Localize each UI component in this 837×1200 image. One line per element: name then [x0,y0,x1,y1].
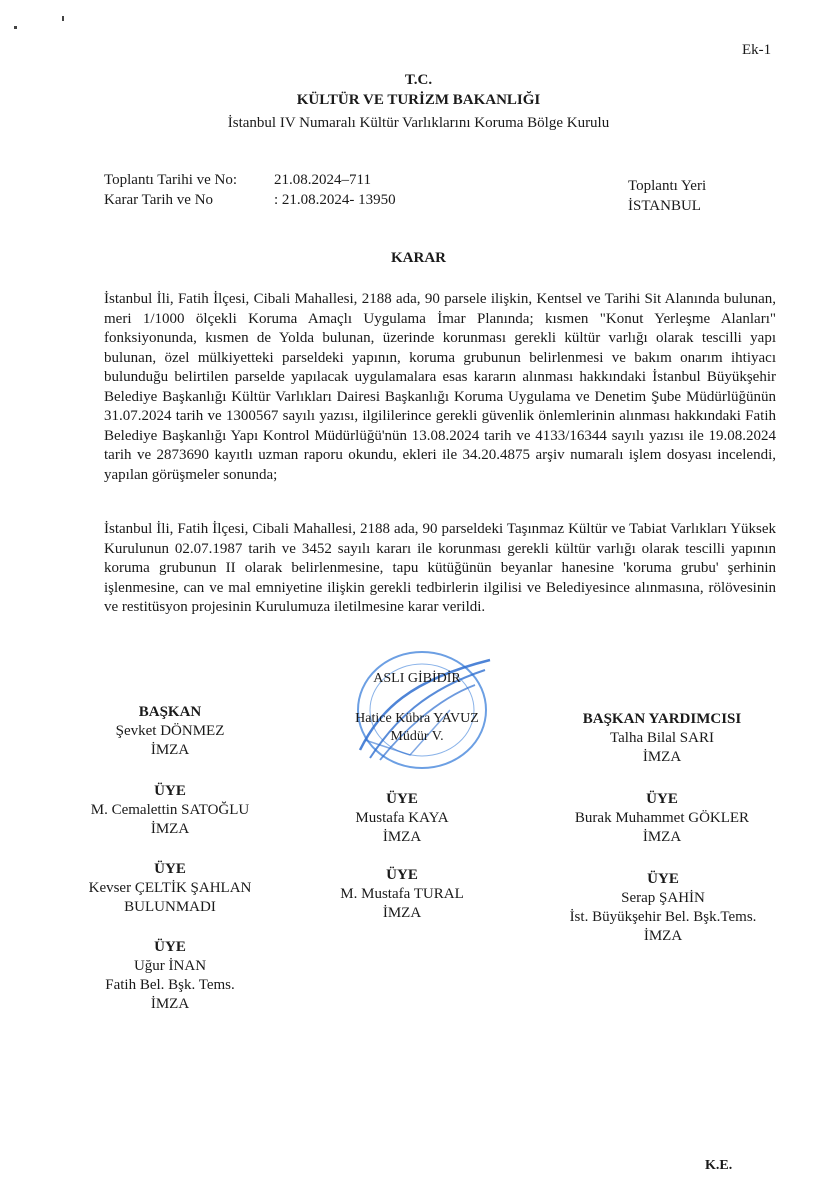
decision-date-value: : 21.08.2024- 13950 [274,192,396,208]
signature-status: İMZA [150,821,190,837]
meeting-date-value: 21.08.2024–711 [274,172,371,188]
certification-name: Hatice Kübra YAVUZ [355,711,479,726]
signature-status: İMZA [643,928,683,944]
certification-text: ASLI GİBİDİR [373,671,461,686]
signature-baskan [60,703,280,760]
signature-status: İMZA [642,749,682,765]
decision-title: KARAR [391,250,446,266]
signature-role: BAŞKAN [138,704,202,720]
signature-name: M. Cemalettin SATOĞLU [90,802,250,818]
decision-date-label: Karar Tarih ve No [104,192,214,208]
signature-name: Şevket DÖNMEZ [115,723,225,739]
footer-initials: K.E. [705,1158,733,1173]
annex-label: Ek-1 [742,42,772,58]
signature-uye-inan [60,938,280,1014]
paragraph-1: İstanbul İli, Fatih İlçesi, Cibali Mahallesi, 2188 ada, 90 parsele ilişkin, Kentsel ve Tarihi Sit Alanında bulunan, meri 1/1000 ölçekli Koruma Amaçlı Uygulama İmar Planında; kısmen "Konut Yerleşme Alanları" fonksiyonunda, kısmen de Yolda bulunan, üzerinde korunması gerekli kültür varlığı olarak tescilli yapı bulunan, özel mülkiyetteki parseldeki yapının, koruma grubunun belirlenmesi ve bakım onarım ihtiyacı bulunduğu belirtilen parselde yapılacak uygulamalara esas kararın alınması hakkındaki İstanbul Büyükşehir Belediye Başkanlığı Kültür Varlıkları Dairesi Başkanlığı Koruma Uygulama ve Denetim Şube Müdürlüğünün 31.07.2024 tarih ve 1300567 sayılı yazısı, ilgililerince gerekli güvenlik önlemlerinin alınması hakkındaki Fatih Belediye Başkanlığı Yapı Kontrol Müdürlüğü'nün 13.08.2024 tarih ve 4133/16344 sayılı yazısı ile 19.08.2024 tarih ve 2873690 kayıtlı uzman raporu okundu, ekleri ile 34.20.4875 arşiv numaralı işlem dosyası incelendi, yapılan görüşmeler sonunda; [104,291,776,483]
signature-role: ÜYE [386,867,418,883]
signature-extra: İst. Büyükşehir Bel. Bşk.Tems. [569,909,757,925]
meeting-date-label: Toplantı Tarihi ve No: [104,172,238,188]
signature-name: M. Mustafa TURAL [340,886,464,902]
scan-mark [14,26,17,29]
signature-name: Burak Muhammet GÖKLER [574,810,750,826]
signature-name: Kevser ÇELTİK ŞAHLAN [88,880,252,896]
signature-status: İMZA [642,829,682,845]
signature-status: İMZA [150,742,190,758]
scan-mark [62,16,64,21]
header-ministry: KÜLTÜR VE TURİZM BAKANLIĞI [296,92,541,108]
signature-role: ÜYE [386,791,418,807]
meeting-info [104,170,396,210]
signature-status: BULUNMADI [124,899,216,915]
paragraph-2: İstanbul İli, Fatih İlçesi, Cibali Mahallesi, 2188 ada, 90 parseldeki Taşınmaz Kültür ve Tabiat Varlıkları Yüksek Kurulunun 02.07.1987 tarih ve 3452 sayılı kararı ile korunması gerekli kültür varlığı olarak tescilli yapının koruma grubunun II olarak belirlenmesine, tapu kütüğünün beyanlar hanesine 'koruma grubu' şerhinin işlenmesine, can ve mal emniyetine ilişkin gerekli tedbirlerin ilgilisi ve Belediyesince alınmasına, rölövesinin ve restitüsyon projesinin Kurulumuza iletilmesine karar verildi. [104,521,776,615]
signature-extra: Fatih Bel. Bşk. Tems. [105,977,235,993]
signature-name: Talha Bilal SARI [610,730,714,746]
signature-baskan-yardimcisi [552,710,772,767]
signature-role: ÜYE [154,939,186,955]
signature-uye-tural [292,866,512,923]
signature-name: Mustafa KAYA [355,810,449,826]
certification-title: Müdür V. [390,729,444,744]
signature-status: İMZA [382,829,422,845]
meeting-place [628,176,706,216]
certification-block [352,670,482,746]
signature-role: ÜYE [646,791,678,807]
signature-name: Uğur İNAN [133,958,207,974]
signature-uye-satoglu [60,782,280,839]
meeting-place-value: İSTANBUL [628,198,701,214]
header-board: İstanbul IV Numaralı Kültür Varlıklarını Koruma Bölge Kurulu [227,115,610,131]
signature-role: ÜYE [154,783,186,799]
signature-uye-gokler [552,790,772,847]
signature-status: İMZA [150,996,190,1012]
signature-uye-kaya [292,790,512,847]
signature-role: BAŞKAN YARDIMCISI [582,711,742,727]
signature-role: ÜYE [647,871,679,887]
signature-name: Serap ŞAHİN [621,890,705,906]
signature-status: İMZA [382,905,422,921]
signature-uye-celtik [60,860,280,917]
meeting-place-label: Toplantı Yeri [628,178,707,194]
signature-role: ÜYE [154,861,186,877]
signature-uye-sahin [548,870,778,946]
header-tc: T.C. [404,72,433,88]
